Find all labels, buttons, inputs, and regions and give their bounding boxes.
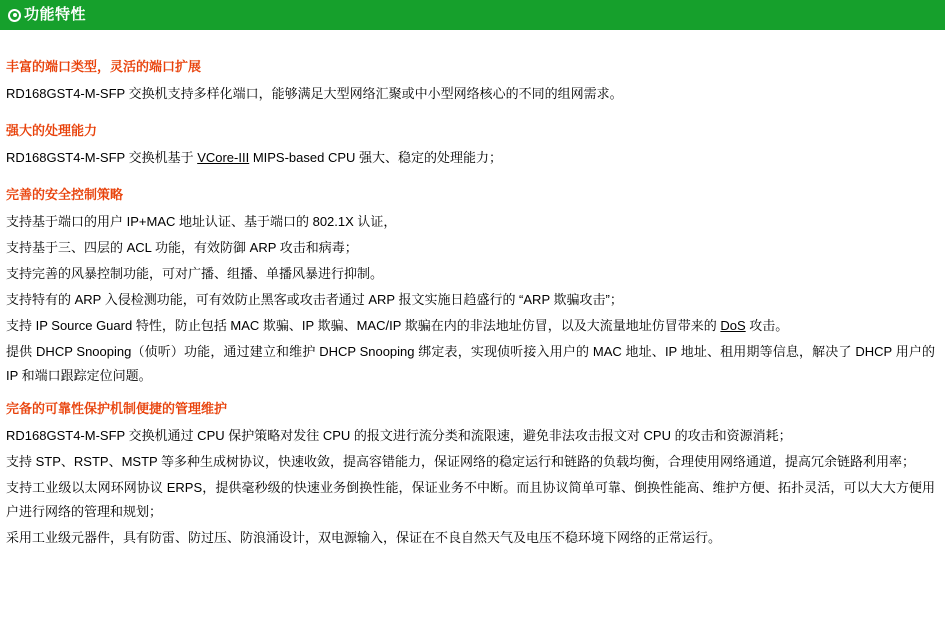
section-paragraph: 采用工业级元器件，具有防雷、防过压、防浪涌设计，双电源输入，保证在不良自然天气及电压不稳环境下网络的正常运行。 xyxy=(6,530,722,545)
section-security-policy xyxy=(4,186,941,388)
section-paragraph: RD168GST4-M-SFP 交换机通过 CPU 保护策略对发往 CPU 的报文进行流分类和流限速，避免非法攻击报文对 CPU 的攻击和资源消耗； xyxy=(6,428,792,443)
section-gap xyxy=(4,108,941,122)
paragraph-text-part-b: 攻击。 xyxy=(745,318,789,333)
section-paragraph: RD168GST4-M-SFP 交换机支持多样化端口，能够满足大型网络汇聚或中小型网络核心的不同的组网需求。 xyxy=(6,86,623,101)
section-gap xyxy=(4,172,941,186)
paragraph-text-part-a: 支持 IP Source Guard 特性，防止包括 MAC 欺骗、IP 欺骗、MAC/IP 欺骗在内的非法地址仿冒，以及大流量地址仿冒带来的 xyxy=(6,318,721,333)
section-paragraph: 支持 STP、RSTP、MSTP 等多种生成树协议，快速收敛，提高容错能力，保证网络的稳定运行和链路的负载均衡，合理使用网络通道，提高冗余链路利用率； xyxy=(6,454,916,469)
section-processing-power xyxy=(4,122,941,170)
page-title: 功能特性 xyxy=(24,6,87,23)
page-header xyxy=(0,0,945,30)
section-paragraph: 支持工业级以太网环网协议 ERPS，提供毫秒级的快速业务倒换性能，保证业务不中断。而且协议简单可靠、倒换性能高、维护方便、拓扑灵活，可以大大方便用户进行网络的管理和规划； xyxy=(6,480,935,519)
section-paragraph xyxy=(6,314,941,338)
dos-term: DoS xyxy=(720,318,746,333)
paragraph-text-part-b: MIPS-based CPU 强大、稳定的处理能力； xyxy=(249,150,503,165)
section-gap xyxy=(4,390,941,400)
section-title: 完善的安全控制策略 xyxy=(6,187,124,202)
section-paragraph: 支持完善的风暴控制功能，可对广播、组播、单播风暴进行抑制。 xyxy=(6,266,384,281)
section-title: 强大的处理能力 xyxy=(6,123,98,138)
section-paragraph xyxy=(6,146,941,170)
section-reliability-management xyxy=(4,400,941,550)
section-paragraph: 支持特有的 ARP 入侵检测功能，可有效防止黑客或攻击者通过 ARP 报文实施日趋盛行的 “ARP 欺骗攻击”； xyxy=(6,292,623,307)
section-port-types xyxy=(4,58,941,106)
paragraph-text-part-a: RD168GST4-M-SFP 交换机基于 xyxy=(6,150,198,165)
section-title: 完备的可靠性保护机制便捷的管理维护 xyxy=(6,401,228,416)
section-paragraph: 提供 DHCP Snooping（侦听）功能，通过建立和维护 DHCP Snooping 绑定表，实现侦听接入用户的 MAC 地址、IP 地址、租用期等信息，解决了 DHCP 用户的 IP 和端口跟踪定位问题。 xyxy=(6,344,935,383)
section-title: 丰富的端口类型，灵活的端口扩展 xyxy=(6,59,202,74)
section-paragraph: 支持基于三、四层的 ACL 功能，有效防御 ARP 攻击和病毒； xyxy=(6,240,358,255)
top-spacer xyxy=(4,30,941,58)
section-paragraph: 支持基于端口的用户 IP+MAC 地址认证、基于端口的 802.1X 认证， xyxy=(6,214,397,229)
bullseye-icon xyxy=(8,9,21,22)
vcore-term: VCore-III xyxy=(197,150,250,165)
document-body xyxy=(0,30,945,550)
